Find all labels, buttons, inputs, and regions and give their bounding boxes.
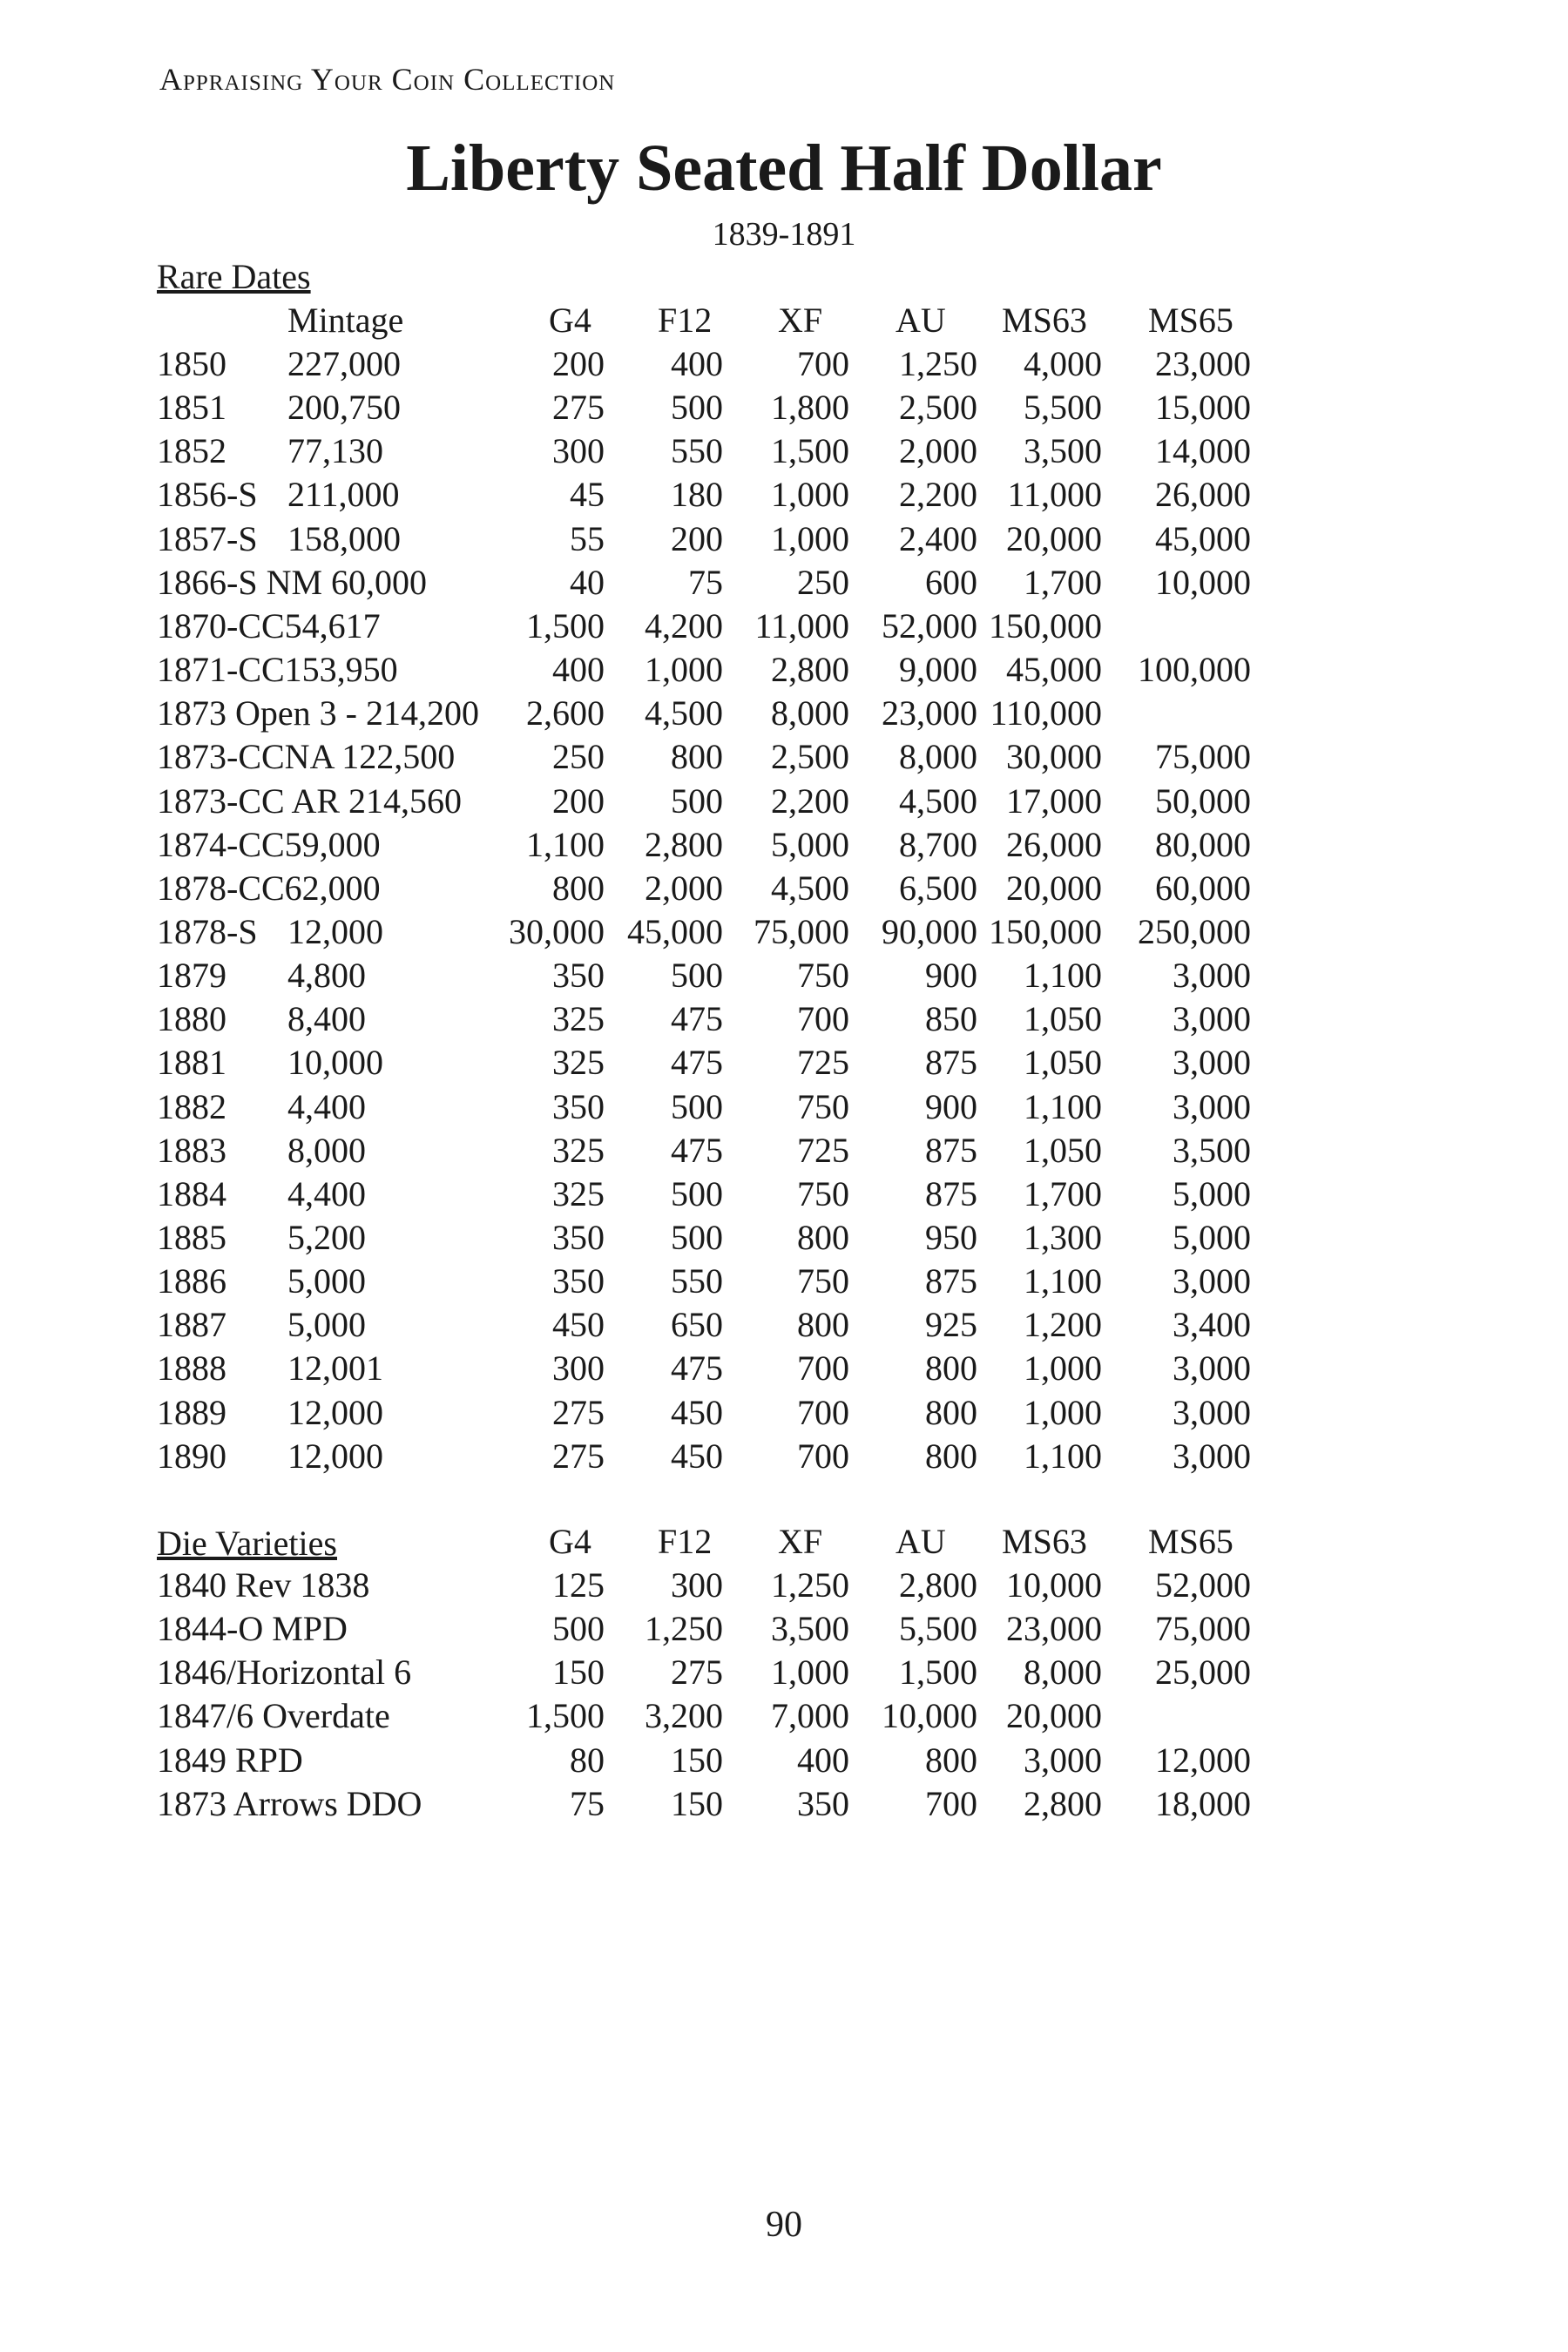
cell-ms65: 3,000 [1173,956,1251,996]
page-number: 90 [766,2205,802,2245]
cell-ms65: 5,000 [1173,1173,1251,1213]
cell-f12: 1,000 [645,650,723,690]
cell-f12: 200 [671,518,723,558]
cell-f12: 400 [671,344,723,383]
cell-au: 950 [925,1218,977,1257]
cell-au: 875 [925,1130,977,1170]
cell-g4: 325 [552,999,605,1039]
cell-date: 1870-CC54,617 [157,605,381,645]
cell-ms63: 26,000 [1006,824,1102,864]
cell-date: 1873 Open 3 - 214,200 [157,693,479,733]
header-xf: XF [778,301,823,340]
table-row [0,1564,1568,1607]
cell-date: 1873-CCNA 122,500 [157,737,456,777]
cell-f12: 3,200 [645,1696,723,1736]
cell-mintage: 77,130 [287,431,383,471]
table-row [0,692,1568,735]
header-xf: XF [778,1522,823,1561]
cell-ms63: 45,000 [1006,650,1102,690]
cell-mintage: 12,000 [287,1436,383,1476]
cell-au: 800 [925,1348,977,1389]
cell-date: 1866-S NM 60,000 [157,562,428,602]
cell-au: 800 [925,1740,977,1780]
table-row [0,823,1568,867]
cell-g4: 150 [552,1652,605,1693]
cell-ms63: 8,000 [1024,1652,1102,1693]
cell-f12: 2,800 [645,824,723,864]
cell-ms63: 3,500 [1024,431,1102,471]
cell-f12: 475 [671,1348,723,1389]
table-row [0,1391,1568,1435]
cell-ms65: 26,000 [1155,475,1251,515]
table-row [0,473,1568,517]
cell-au: 23,000 [882,693,977,733]
cell-g4: 1,500 [526,1696,605,1736]
cell-xf: 800 [797,1218,849,1257]
cell-date: 1889 [157,1392,226,1432]
cell-ms65: 18,000 [1155,1783,1251,1823]
cell-xf: 750 [797,1086,849,1126]
cell-f12: 45,000 [627,911,723,951]
cell-date: 1878-CC62,000 [157,868,381,908]
cell-date: 1880 [157,999,226,1039]
cell-ms65: 75,000 [1155,737,1251,777]
cell-xf: 725 [797,1043,849,1083]
cell-ms65: 75,000 [1155,1609,1251,1649]
cell-date: 1881 [157,1043,226,1083]
cell-g4: 1,100 [526,824,605,864]
table-row [0,648,1568,692]
cell-ms65: 3,000 [1173,1348,1251,1389]
cell-ms63: 150,000 [989,605,1102,645]
cell-f12: 275 [671,1652,723,1693]
table-row [0,1651,1568,1694]
table-row [0,954,1568,997]
cell-g4: 250 [552,737,605,777]
cell-xf: 800 [797,1305,849,1345]
cell-g4: 125 [552,1565,605,1605]
cell-g4: 200 [552,344,605,383]
cell-ms63: 110,000 [990,693,1102,733]
cell-g4: 2,600 [526,693,605,733]
cell-g4: 300 [552,431,605,471]
header-au: AU [896,301,946,340]
table-row [0,1607,1568,1651]
header-au: AU [896,1522,946,1561]
cell-xf: 700 [797,344,849,383]
cell-au: 2,000 [899,431,977,471]
table-row [0,1694,1568,1738]
table-row [0,517,1568,561]
cell-date: 1890 [157,1436,226,1476]
cell-f12: 475 [671,1043,723,1083]
table-row [0,561,1568,605]
cell-ms65: 50,000 [1155,781,1251,821]
cell-au: 850 [925,999,977,1039]
cell-ms65: 14,000 [1155,431,1251,471]
table-row [0,910,1568,954]
cell-ms63: 5,500 [1024,388,1102,428]
cell-au: 875 [925,1043,977,1083]
cell-date: 1873-CC AR 214,560 [157,781,463,821]
cell-xf: 2,800 [771,650,849,690]
cell-xf: 2,500 [771,737,849,777]
cell-g4: 325 [552,1173,605,1213]
date-range-subtitle: 1839-1891 [712,216,856,253]
cell-xf: 7,000 [771,1696,849,1736]
cell-au: 875 [925,1173,977,1213]
cell-ms65: 3,000 [1173,999,1251,1039]
cell-f12: 550 [671,1261,723,1301]
cell-date: 1856-S [157,475,258,515]
table-row [0,386,1568,429]
cell-xf: 2,200 [771,781,849,821]
cell-ms65: 60,000 [1155,868,1251,908]
cell-xf: 750 [797,1261,849,1301]
table-row [0,342,1568,386]
header-f12: F12 [658,301,713,340]
cell-ms63: 150,000 [989,911,1102,951]
cell-date: 1846/Horizontal 6 [157,1652,412,1693]
cell-au: 6,500 [899,868,977,908]
cell-g4: 350 [552,956,605,996]
table-row [0,1303,1568,1347]
cell-f12: 4,500 [645,693,723,733]
cell-f12: 1,250 [645,1609,723,1649]
cell-g4: 350 [552,1218,605,1257]
header-mintage: Mintage [287,301,404,340]
cell-ms63: 1,050 [1024,1043,1102,1083]
cell-ms63: 1,050 [1024,999,1102,1039]
cell-date: 1847/6 Overdate [157,1696,390,1736]
cell-g4: 275 [552,1436,605,1476]
cell-ms65: 12,000 [1155,1740,1251,1780]
cell-date: 1883 [157,1130,226,1170]
cell-xf: 1,000 [771,518,849,558]
cell-g4: 400 [552,650,605,690]
cell-g4: 800 [552,868,605,908]
header-ms63: MS63 [1002,1522,1087,1561]
cell-xf: 1,250 [771,1565,849,1605]
rare-dates-label: Rare Dates [157,257,311,296]
cell-ms65: 25,000 [1155,1652,1251,1693]
cell-f12: 75 [688,562,723,602]
cell-ms63: 1,100 [1024,1086,1102,1126]
table-row [0,1435,1568,1478]
cell-ms63: 20,000 [1006,518,1102,558]
cell-xf: 5,000 [771,824,849,864]
cell-ms65: 3,000 [1173,1043,1251,1083]
cell-g4: 75 [570,1783,605,1823]
cell-date: 1871-CC153,950 [157,650,398,690]
cell-ms63: 1,100 [1024,1261,1102,1301]
cell-xf: 75,000 [754,911,849,951]
table-row [0,1782,1568,1826]
cell-f12: 150 [671,1783,723,1823]
cell-g4: 450 [552,1305,605,1345]
cell-ms63: 20,000 [1006,868,1102,908]
cell-ms65: 23,000 [1155,344,1251,383]
cell-au: 8,000 [899,737,977,777]
cell-ms63: 11,000 [1007,475,1102,515]
cell-g4: 500 [552,1609,605,1649]
table-row [0,1085,1568,1129]
cell-f12: 500 [671,781,723,821]
cell-date: 1888 [157,1348,226,1389]
cell-f12: 4,200 [645,605,723,645]
cell-mintage: 5,000 [287,1305,366,1345]
cell-date: 1878-S [157,911,258,951]
cell-xf: 350 [797,1783,849,1823]
table-row [0,429,1568,473]
cell-date: 1885 [157,1218,226,1257]
cell-mintage: 8,000 [287,1130,366,1170]
table-row [0,1260,1568,1303]
cell-g4: 200 [552,781,605,821]
cell-mintage: 227,000 [287,344,401,383]
cell-date: 1850 [157,344,226,383]
cell-g4: 350 [552,1086,605,1126]
cell-f12: 500 [671,1086,723,1126]
cell-mintage: 5,000 [287,1261,366,1301]
cell-f12: 800 [671,737,723,777]
header-f12: F12 [658,1522,713,1561]
cell-au: 2,500 [899,388,977,428]
cell-date: 1844-O MPD [157,1609,348,1649]
cell-xf: 750 [797,1173,849,1213]
cell-au: 1,500 [899,1652,977,1693]
header-g4: G4 [549,1522,591,1561]
cell-f12: 150 [671,1740,723,1780]
cell-au: 900 [925,1086,977,1126]
cell-au: 2,400 [899,518,977,558]
cell-date: 1852 [157,431,226,471]
cell-mintage: 10,000 [287,1043,383,1083]
cell-xf: 8,000 [771,693,849,733]
cell-f12: 2,000 [645,868,723,908]
cell-ms63: 1,700 [1024,562,1102,602]
cell-mintage: 12,001 [287,1348,383,1389]
cell-ms65: 3,000 [1173,1392,1251,1432]
cell-au: 800 [925,1392,977,1432]
cell-ms65: 3,400 [1173,1305,1251,1345]
cell-ms63: 1,050 [1024,1130,1102,1170]
cell-xf: 4,500 [771,868,849,908]
cell-au: 4,500 [899,781,977,821]
cell-ms63: 1,700 [1024,1173,1102,1213]
table-row [0,1173,1568,1216]
cell-g4: 55 [570,518,605,558]
cell-mintage: 12,000 [287,911,383,951]
cell-date: 1857-S [157,518,258,558]
cell-ms63: 17,000 [1006,781,1102,821]
cell-f12: 650 [671,1305,723,1345]
cell-mintage: 8,400 [287,999,366,1039]
cell-xf: 700 [797,999,849,1039]
cell-xf: 700 [797,1436,849,1476]
cell-mintage: 4,800 [287,956,366,996]
header-ms63: MS63 [1002,301,1087,340]
cell-g4: 325 [552,1043,605,1083]
cell-g4: 30,000 [509,911,605,951]
cell-au: 900 [925,956,977,996]
cell-mintage: 158,000 [287,518,401,558]
die-varieties-label: Die Varieties [157,1524,337,1563]
cell-date: 1874-CC59,000 [157,824,381,864]
cell-au: 700 [925,1783,977,1823]
cell-au: 600 [925,562,977,602]
cell-au: 10,000 [882,1696,977,1736]
cell-f12: 475 [671,1130,723,1170]
cell-date: 1887 [157,1305,226,1345]
cell-date: 1851 [157,388,226,428]
rare-dates-header-row [0,299,1568,342]
cell-au: 9,000 [899,650,977,690]
cell-date: 1879 [157,956,226,996]
die-varieties-header-row [0,1520,1568,1564]
cell-g4: 350 [552,1261,605,1301]
cell-f12: 500 [671,1218,723,1257]
cell-au: 800 [925,1436,977,1476]
cell-f12: 450 [671,1436,723,1476]
header-ms65: MS65 [1148,301,1233,340]
cell-ms63: 1,000 [1024,1348,1102,1389]
cell-au: 1,250 [899,344,977,383]
cell-mintage: 12,000 [287,1392,383,1432]
cell-ms63: 1,100 [1024,956,1102,996]
cell-date: 1886 [157,1261,226,1301]
cell-ms65: 80,000 [1155,824,1251,864]
cell-ms63: 30,000 [1006,737,1102,777]
cell-xf: 1,500 [771,431,849,471]
table-row [0,1129,1568,1173]
cell-ms65: 3,500 [1173,1130,1251,1170]
cell-mintage: 211,000 [287,475,400,515]
cell-mintage: 5,200 [287,1218,366,1257]
cell-ms63: 1,100 [1024,1436,1102,1476]
cell-xf: 750 [797,956,849,996]
cell-f12: 450 [671,1392,723,1432]
running-head: Appraising Your Coin Collection [159,62,616,97]
cell-ms65: 100,000 [1138,650,1251,690]
cell-f12: 500 [671,388,723,428]
cell-ms65: 3,000 [1173,1086,1251,1126]
cell-ms63: 10,000 [1006,1565,1102,1605]
cell-date: 1882 [157,1086,226,1126]
cell-g4: 40 [570,562,605,602]
cell-xf: 1,000 [771,1652,849,1693]
table-row [0,1347,1568,1390]
table-row [0,997,1568,1041]
cell-mintage: 4,400 [287,1086,366,1126]
cell-ms65: 3,000 [1173,1436,1251,1476]
table-row [0,1739,1568,1782]
cell-g4: 275 [552,388,605,428]
table-row [0,605,1568,648]
cell-au: 90,000 [882,911,977,951]
cell-date: 1884 [157,1173,226,1213]
cell-ms65: 45,000 [1155,518,1251,558]
cell-g4: 1,500 [526,605,605,645]
cell-f12: 500 [671,956,723,996]
cell-xf: 1,000 [771,475,849,515]
header-ms65: MS65 [1148,1522,1233,1561]
cell-ms65: 250,000 [1138,911,1251,951]
cell-au: 875 [925,1261,977,1301]
cell-f12: 475 [671,999,723,1039]
cell-ms63: 23,000 [1006,1609,1102,1649]
cell-f12: 500 [671,1173,723,1213]
cell-au: 2,200 [899,475,977,515]
cell-ms65: 10,000 [1155,562,1251,602]
cell-xf: 725 [797,1130,849,1170]
cell-date: 1840 Rev 1838 [157,1565,370,1605]
table-row [0,735,1568,779]
cell-xf: 700 [797,1348,849,1389]
cell-ms65: 5,000 [1173,1218,1251,1257]
cell-au: 5,500 [899,1609,977,1649]
cell-date: 1849 RPD [157,1740,303,1780]
cell-au: 2,800 [899,1565,977,1605]
cell-ms63: 3,000 [1024,1740,1102,1780]
cell-xf: 400 [797,1740,849,1780]
cell-g4: 275 [552,1392,605,1432]
cell-ms63: 20,000 [1006,1696,1102,1736]
cell-au: 8,700 [899,824,977,864]
table-row [0,1216,1568,1260]
cell-xf: 700 [797,1392,849,1432]
cell-ms63: 1,000 [1024,1392,1102,1432]
cell-date: 1873 Arrows DDO [157,1783,422,1823]
cell-ms63: 1,200 [1024,1305,1102,1345]
table-row [0,1041,1568,1085]
cell-xf: 3,500 [771,1609,849,1649]
cell-g4: 300 [552,1348,605,1389]
cell-xf: 250 [797,562,849,602]
cell-ms65: 3,000 [1173,1261,1251,1301]
cell-mintage: 200,750 [287,388,401,428]
cell-g4: 325 [552,1130,605,1170]
table-row [0,780,1568,823]
cell-ms65: 52,000 [1155,1565,1251,1605]
cell-g4: 45 [570,475,605,515]
cell-g4: 80 [570,1740,605,1780]
cell-f12: 180 [671,475,723,515]
cell-xf: 11,000 [754,605,849,645]
cell-xf: 1,800 [771,388,849,428]
cell-f12: 550 [671,431,723,471]
cell-ms63: 4,000 [1024,344,1102,383]
cell-au: 925 [925,1305,977,1345]
header-g4: G4 [549,301,591,340]
cell-mintage: 4,400 [287,1173,366,1213]
table-row [0,867,1568,910]
cell-au: 52,000 [882,605,977,645]
cell-ms63: 2,800 [1024,1783,1102,1823]
cell-f12: 300 [671,1565,723,1605]
page-title: Liberty Seated Half Dollar [406,132,1162,205]
cell-ms63: 1,300 [1024,1218,1102,1257]
cell-ms65: 15,000 [1155,388,1251,428]
